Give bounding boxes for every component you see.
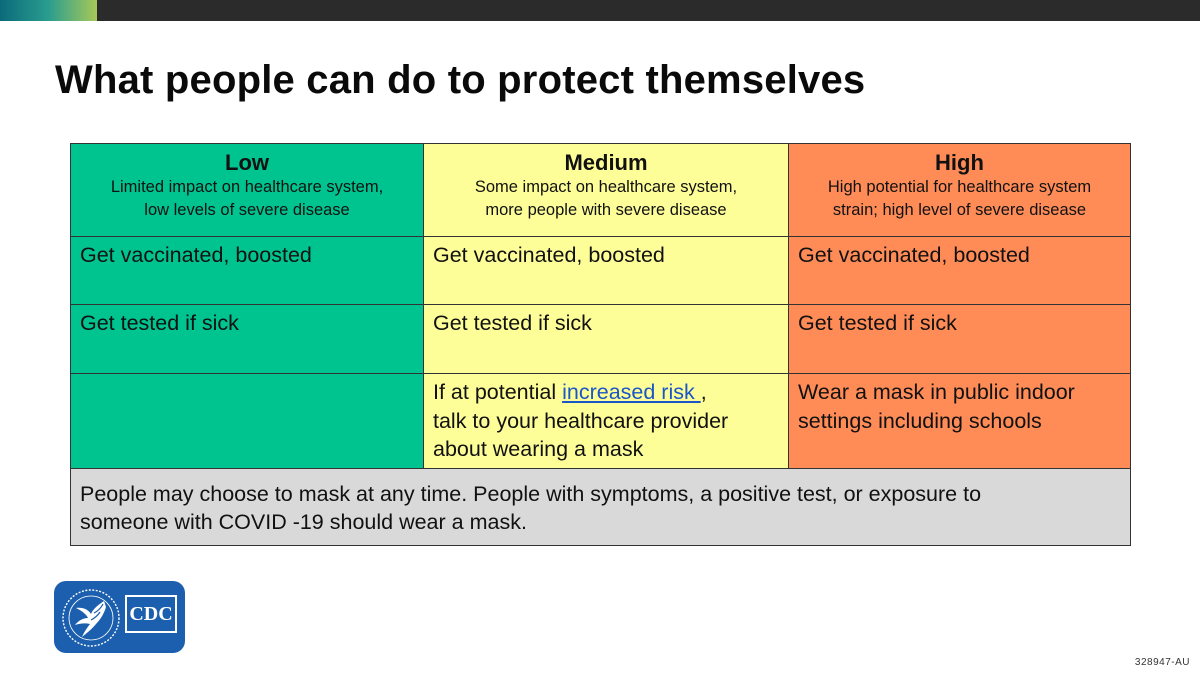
cell-high-vaccinated: [789, 237, 1131, 305]
high-mask-line2: settings including schools: [798, 408, 1042, 433]
cell-text-medium-mask: [424, 374, 788, 464]
cell-medium-vaccinated: [424, 237, 789, 305]
level-high-title: High: [935, 150, 984, 175]
level-low-desc-1: Limited impact on healthcare system,: [110, 178, 384, 196]
cell-text: Get tested if sick: [798, 311, 957, 335]
cell-text-high-mask: [789, 374, 1130, 435]
cdc-logo: [54, 581, 185, 653]
increased-risk-link[interactable]: increased risk: [562, 380, 701, 404]
mask-note-cell: [71, 469, 1131, 546]
medium-mask-line3: about wearing a mask: [433, 437, 644, 461]
mask-note-line1: People may choose to mask at any time. People with symptoms, a positive test, or exposure to: [80, 482, 982, 506]
medium-mask-line2: talk to your healthcare provider: [433, 408, 729, 433]
top-bar-accent: [0, 0, 97, 21]
high-mask-line1: Wear a mask in public indoor: [798, 380, 1075, 404]
table-row: [71, 237, 1131, 305]
cell-text: Get tested if sick: [433, 311, 592, 335]
medium-mask-comma: ,: [700, 380, 707, 404]
cell-low-mask: [71, 374, 424, 469]
table-row: [71, 305, 1131, 374]
cell-medium-mask: [424, 374, 789, 469]
level-medium-desc-2: more people with severe disease: [485, 201, 727, 219]
level-high-desc-2: strain; high level of severe disease: [832, 201, 1087, 219]
mask-note-line2: someone with COVID -19 should wear a mask.: [80, 510, 527, 534]
page-title: What people can do to protect themselves: [55, 58, 866, 102]
document-id: 328947-AU: [1134, 657, 1190, 668]
cell-low-tested: [71, 305, 424, 374]
cell-text: Get tested if sick: [80, 311, 239, 335]
medium-mask-prefix: If at potential: [433, 380, 563, 404]
level-high-desc-1: High potential for healthcare system: [827, 178, 1092, 196]
header-high: [789, 144, 1131, 237]
cell-text: Get vaccinated, boosted: [798, 243, 1030, 267]
table-header-row: [71, 144, 1131, 237]
top-bar: [0, 0, 1200, 21]
cell-text: Get vaccinated, boosted: [433, 243, 665, 267]
hhs-eagle-seal-icon: [60, 587, 122, 649]
cdc-logo-text: CDC: [125, 595, 177, 633]
cell-text: [71, 374, 423, 378]
level-low-title: Low: [225, 150, 269, 175]
header-medium: [424, 144, 789, 237]
level-medium-title: Medium: [564, 150, 648, 175]
mask-note-text: [71, 469, 1130, 536]
level-medium-desc-1: Some impact on healthcare system,: [474, 178, 738, 196]
header-low: [71, 144, 424, 237]
cell-medium-tested: [424, 305, 789, 374]
table-row: [71, 374, 1131, 469]
community-level-table: [70, 143, 1131, 546]
level-low-desc-2: low levels of severe disease: [144, 201, 350, 219]
cell-text: Get vaccinated, boosted: [80, 243, 312, 267]
table-note-row: [71, 469, 1131, 546]
cell-low-vaccinated: [71, 237, 424, 305]
cell-high-mask: [789, 374, 1131, 469]
cell-high-tested: [789, 305, 1131, 374]
